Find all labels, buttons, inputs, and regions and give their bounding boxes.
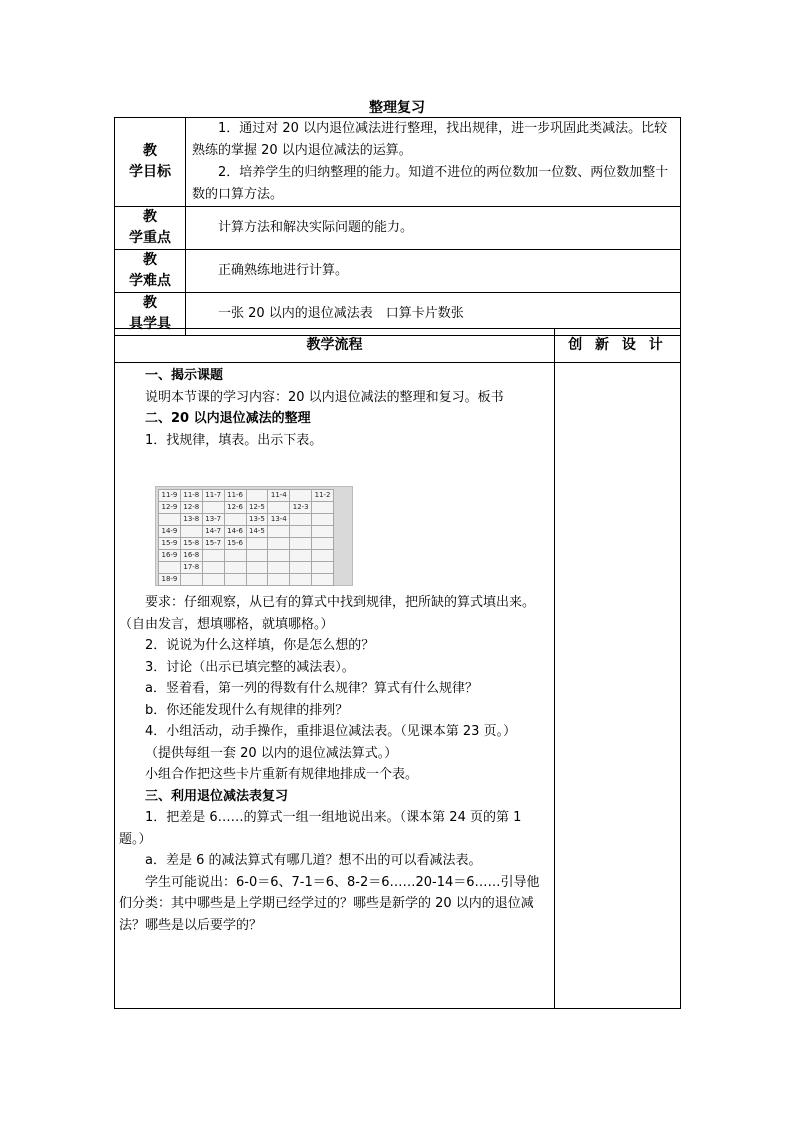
- grid-cell: [290, 526, 312, 538]
- grid-cell: [268, 538, 290, 550]
- difficulty-text: 正确熟练地进行计算。: [218, 263, 349, 278]
- grid-cell: 14-7: [202, 526, 224, 538]
- flow-body: [114, 362, 681, 1009]
- grid-cell: 12-6: [224, 502, 246, 514]
- goal-line: 1．通过对 20 以内退位减法进行整理，找出规律，进一步巩固此类减法。比较熟练的掌握 20 以内退位减法的运算。: [192, 121, 668, 158]
- grid-cell: 12-3: [290, 502, 312, 514]
- goal-line: 2．培养学生的归纳整理的能力。知道不进位的两位数加一位数、两位数加整十数的口算方法。: [192, 165, 669, 202]
- grid-cell: 14-9: [159, 526, 181, 538]
- paragraph: 1．把差是 6……的算式一组一组地说出来。（课本第 24 页的第 1 题。）: [119, 810, 522, 847]
- lesson-info-table: [114, 117, 681, 336]
- grid-cell: [290, 490, 312, 502]
- subtraction-grid: [158, 489, 334, 586]
- grid-cell: [224, 574, 246, 586]
- paragraph: 2．说说为什么这样填，你是怎么想的？: [145, 638, 375, 653]
- label-part: 教: [143, 252, 157, 268]
- grid-row: [159, 562, 334, 574]
- grid-cell: 17-8: [180, 562, 202, 574]
- grid-cell: 16-9: [159, 550, 181, 562]
- paragraph: 3．讨论（出示已填完整的减法表）。: [145, 659, 355, 675]
- grid-cell: [268, 502, 290, 514]
- grid-cell: [202, 502, 224, 514]
- grid-cell: 12-5: [246, 502, 268, 514]
- grid-cell: [312, 574, 334, 586]
- grid-cell: 11-2: [312, 490, 334, 502]
- paragraph: a．竖着看，第一列的得数有什么规律？算式有什么规律？: [145, 681, 478, 696]
- grid-cell: [202, 550, 224, 562]
- grid-cell: 16-8: [180, 550, 202, 562]
- teaching-flow-content: [119, 365, 551, 936]
- grid-cell: 13-4: [268, 514, 290, 526]
- label-part: 教: [143, 209, 157, 225]
- label-part: 教: [143, 295, 157, 311]
- grid-cell: [268, 574, 290, 586]
- grid-cell: 11-9: [159, 490, 181, 502]
- grid-cell: 13-5: [246, 514, 268, 526]
- grid-cell: 15-8: [180, 538, 202, 550]
- paragraph: （提供每组一套 20 以内的退位减法算式。）: [145, 745, 398, 761]
- grid-cell: 15-7: [202, 538, 224, 550]
- grid-cell: [290, 550, 312, 562]
- grid-cell: [312, 526, 334, 538]
- paragraph: 说明本节课的学习内容：20 以内退位减法的整理和复习。板书: [145, 389, 504, 405]
- grid-cell: [290, 538, 312, 550]
- flow-header-label: 教学流程: [115, 329, 555, 362]
- grid-cell: [180, 526, 202, 538]
- label-part: 具学具: [129, 316, 171, 332]
- grid-cell: [312, 502, 334, 514]
- paragraph: 4．小组活动，动手操作，重排退位减法表。（见课本第 23 页。）: [145, 724, 517, 739]
- grid-cell: [268, 550, 290, 562]
- grid-cell: [202, 574, 224, 586]
- grid-row: [159, 514, 334, 526]
- label-part: 教: [143, 143, 157, 159]
- grid-cell: [246, 562, 268, 574]
- section-title: 三、利用退位减法表复习: [145, 788, 289, 804]
- flow-header: [114, 328, 681, 363]
- grid-row: [159, 502, 334, 514]
- row-teaching-goals: [115, 118, 681, 207]
- paragraph: 1．找规律，填表。出示下表。: [145, 432, 323, 448]
- paragraph: a．差是 6 的减法算式有哪几道？想不出的可以看减法表。: [145, 853, 482, 868]
- section-title: 二、20 以内退位减法的整理: [145, 411, 311, 426]
- grid-cell: 15-6: [224, 538, 246, 550]
- grid-cell: [202, 562, 224, 574]
- paragraph: 小组合作把这些卡片重新有规律地排成一个表。: [145, 767, 419, 782]
- grid-cell: 11-7: [202, 490, 224, 502]
- label-difficulties: [115, 250, 186, 293]
- content-difficulties: [186, 250, 681, 293]
- grid-cell: [246, 538, 268, 550]
- grid-cell: [224, 562, 246, 574]
- grid-cell: [180, 574, 202, 586]
- grid-cell: 13-7: [202, 514, 224, 526]
- grid-cell: [268, 526, 290, 538]
- content-teaching-goals: [186, 118, 681, 207]
- grid-cell: [268, 562, 290, 574]
- label-key-points: [115, 207, 186, 250]
- row-difficulties: [115, 250, 681, 293]
- grid-cell: [312, 514, 334, 526]
- grid-row: [159, 490, 334, 502]
- grid-cell: [312, 550, 334, 562]
- grid-cell: 11-8: [180, 490, 202, 502]
- grid-row: [159, 526, 334, 538]
- label-teaching-goals: [115, 118, 186, 207]
- design-header-label: 创 新 设 计: [568, 337, 667, 353]
- grid-cell: 11-6: [224, 490, 246, 502]
- grid-cell: 13-8: [180, 514, 202, 526]
- key-point-text: 计算方法和解决实际问题的能力。: [218, 220, 414, 235]
- grid-cell: [246, 574, 268, 586]
- grid-cell: [290, 562, 312, 574]
- grid-cell: 14-5: [246, 526, 268, 538]
- grid-cell: [159, 514, 181, 526]
- grid-cell: [224, 514, 246, 526]
- paragraph: 学生可能说出：6-0＝6、7-1＝6、8-2＝6……20-14＝6……引导他们分类：其中哪些是上学期已经学过的？哪些是新学的 20 以内的退位减法？哪些是以后要学的？: [119, 874, 540, 933]
- grid-cell: [246, 550, 268, 562]
- column-divider: [554, 363, 555, 1008]
- grid-cell: [312, 562, 334, 574]
- grid-cell: 12-8: [180, 502, 202, 514]
- grid-cell: 15-9: [159, 538, 181, 550]
- grid-cell: 14-6: [224, 526, 246, 538]
- subtraction-table-image: [155, 486, 353, 586]
- materials-text: 一张 20 以内的退位减法表 口算卡片数张: [218, 306, 464, 321]
- grid-row: [159, 538, 334, 550]
- grid-cell: 11-4: [268, 490, 290, 502]
- grid-cell: [290, 574, 312, 586]
- section-title: 一、揭示课题: [145, 368, 224, 383]
- grid-row: [159, 550, 334, 562]
- grid-cell: [246, 490, 268, 502]
- content-key-points: [186, 207, 681, 250]
- grid-cell: [290, 514, 312, 526]
- paragraph: 要求：仔细观察，从已有的算式中找到规律，把所缺的算式填出来。（自由发言，想填哪格，就填哪格。）: [119, 595, 536, 632]
- label-part: 学重点: [129, 230, 171, 246]
- label-part: 学目标: [129, 164, 171, 180]
- label-part: 学难点: [129, 273, 171, 289]
- grid-cell: [312, 538, 334, 550]
- paragraph: b．你还能发现什么有规律的排列？: [145, 702, 349, 718]
- grid-cell: 18-9: [159, 574, 181, 586]
- grid-cell: [159, 562, 181, 574]
- page-title: 整理复习: [369, 100, 425, 116]
- grid-cell: 12-9: [159, 502, 181, 514]
- grid-row: [159, 574, 334, 586]
- row-key-points: [115, 207, 681, 250]
- grid-cell: [224, 550, 246, 562]
